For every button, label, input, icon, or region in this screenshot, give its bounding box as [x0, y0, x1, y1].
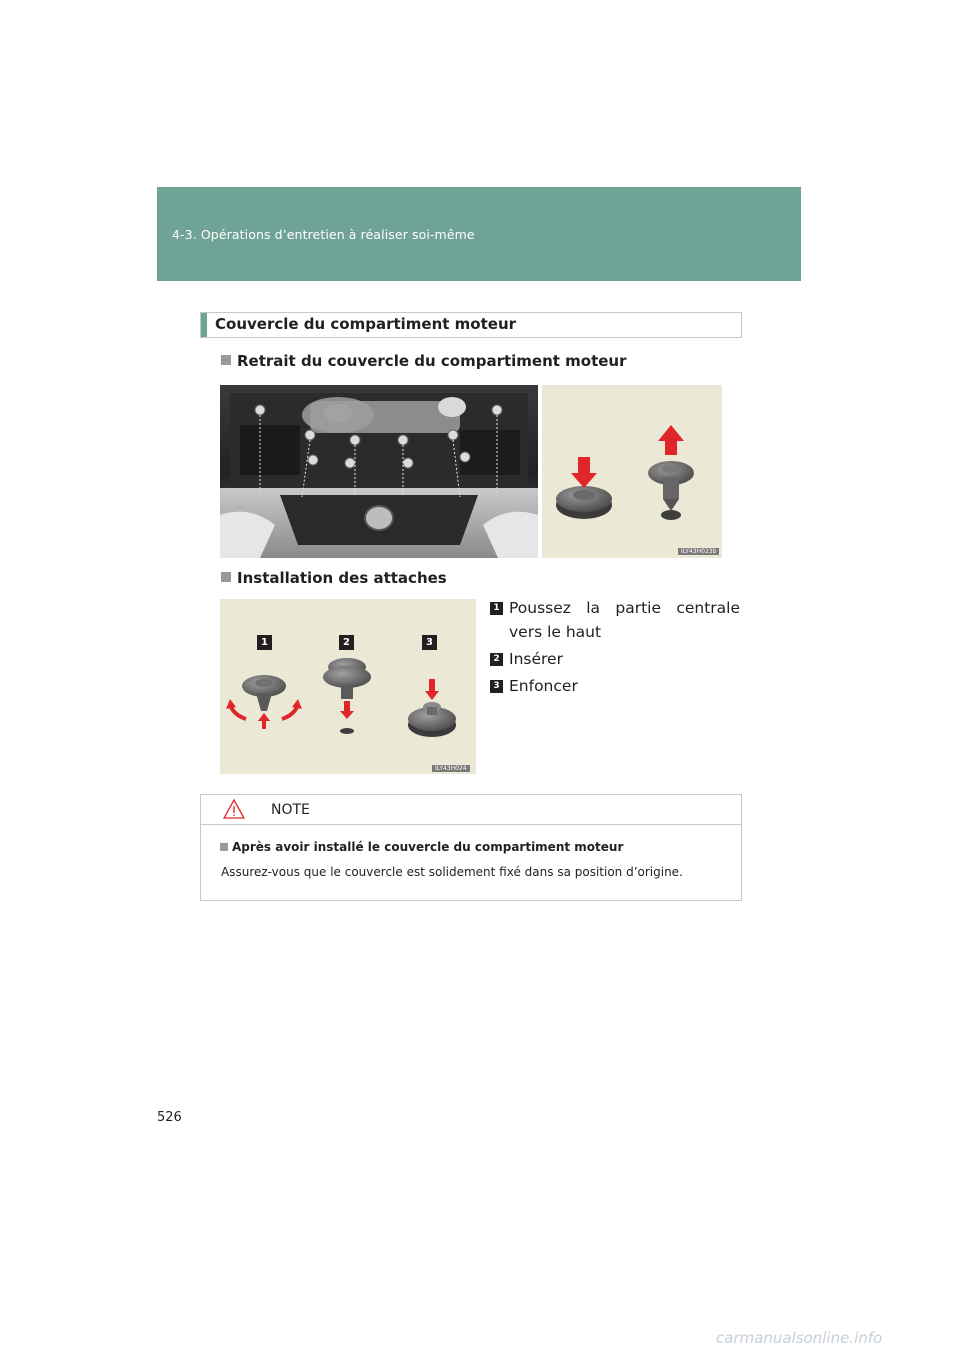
- header-band: [157, 187, 801, 281]
- figure-engine-cover: [220, 385, 722, 558]
- bullet-square-icon: [221, 572, 231, 582]
- section-title: Couvercle du compartiment moteur: [215, 315, 517, 333]
- figure-label-3: 3: [422, 635, 437, 650]
- clip-installation-diagram: [220, 599, 476, 774]
- bullet-square-icon: [221, 355, 231, 365]
- step-item: [490, 596, 740, 644]
- step-text: Insérer: [509, 650, 563, 668]
- section-accent-bar: [201, 313, 207, 337]
- step-number: 2: [490, 653, 503, 666]
- note-body: Assurez-vous que le couvercle est solidement fixé dans sa position d’origine.: [221, 865, 683, 879]
- note-header: [201, 795, 741, 825]
- figure-label-2: 2: [339, 635, 354, 650]
- figure-code: ILY43H024: [432, 765, 470, 772]
- step-item: [490, 647, 740, 671]
- warning-icon: [223, 799, 245, 819]
- note-box: [200, 794, 742, 901]
- step-number: 3: [490, 680, 503, 693]
- watermark: carmanualsonline.info: [716, 1329, 883, 1347]
- subheading-installation: Installation des attaches: [221, 569, 447, 587]
- subheading-removal: Retrait du couvercle du compartiment moteur: [221, 352, 627, 370]
- step-item: [490, 674, 740, 698]
- bullet-square-icon: [220, 843, 228, 851]
- step-text: Poussez la partie centrale vers le haut: [509, 599, 740, 641]
- page-number: 526: [157, 1110, 182, 1125]
- figure-label-1: 1: [257, 635, 272, 650]
- chapter-heading: 4-3. Opérations d’entretien à réaliser soi-même: [172, 227, 475, 242]
- step-text: Enfoncer: [509, 677, 578, 695]
- figure-clip-installation: [220, 599, 476, 774]
- note-title: NOTE: [271, 802, 310, 818]
- note-subtitle: Après avoir installé le couvercle du compartiment moteur: [220, 840, 623, 854]
- step-number: 1: [490, 602, 503, 615]
- section-title-box: [200, 312, 742, 338]
- figure-code: ILY43H023b: [678, 548, 719, 555]
- installation-steps: [490, 596, 740, 701]
- engine-bay-photo: [220, 385, 722, 558]
